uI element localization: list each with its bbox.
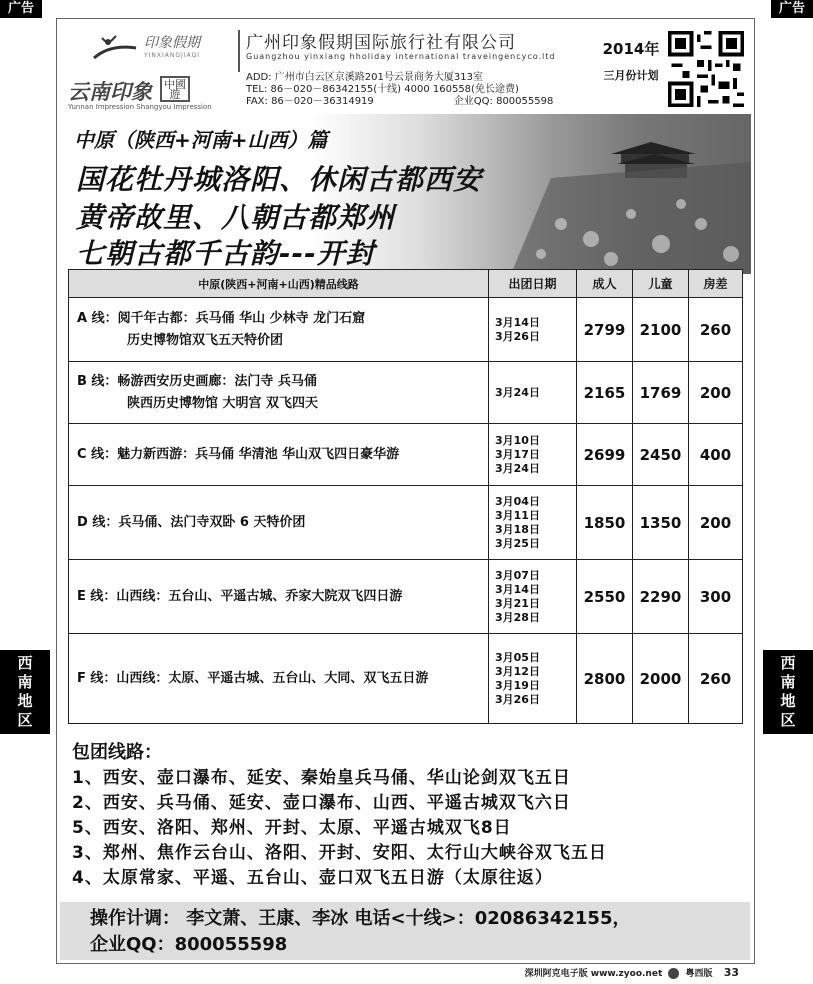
room-diff: 400 bbox=[689, 424, 743, 486]
fax: FAX: 86－020－36314919 bbox=[246, 96, 374, 107]
promo-banner bbox=[66, 114, 751, 274]
banner-subtitle: 中原（陕西+河南+山西）篇 bbox=[74, 128, 328, 152]
region-tab-left: 西 南 地 区 bbox=[0, 650, 50, 734]
yunnan-logo-en: Yunnan Impression Shangyou Impression bbox=[68, 103, 212, 111]
adult-price: 2799 bbox=[577, 298, 633, 362]
list-item: 4、太原常家、平遥、五台山、壶口双飞五日游（太原往返） bbox=[72, 868, 553, 888]
charter-routes bbox=[72, 738, 742, 891]
footer-region: 粤西版 bbox=[685, 969, 713, 979]
departure-dates: 3月04日 3月11日 3月18日 3月25日 bbox=[489, 486, 577, 560]
table-row bbox=[69, 486, 743, 560]
table-row bbox=[69, 362, 743, 424]
room-diff: 300 bbox=[689, 560, 743, 634]
route-name: E 线：山西线：五台山、平遥古城、乔家大院双飞四日游 bbox=[69, 560, 489, 634]
departure-dates: 3月07日 3月14日 3月21日 3月28日 bbox=[489, 560, 577, 634]
child-price: 1769 bbox=[633, 362, 689, 424]
route-name: D 线：兵马俑、法门寺双卧 6 天特价团 bbox=[69, 486, 489, 560]
table-row bbox=[69, 424, 743, 486]
adult-price: 2550 bbox=[577, 560, 633, 634]
operator-line: 操作计调： 李文萧、王康、李冰 电话<十线>：02086342155， bbox=[90, 908, 631, 929]
route-name: C 线：魅力新西游：兵马俑 华清池 华山双飞四日豪华游 bbox=[69, 424, 489, 486]
departure-dates: 3月24日 bbox=[489, 362, 577, 424]
banner-title-3: 七朝古都千古韵---开封 bbox=[76, 237, 375, 270]
col-header-adult: 成人 bbox=[577, 270, 633, 298]
region-tab-right: 西 南 地 区 bbox=[763, 650, 813, 734]
table-row bbox=[69, 298, 743, 362]
room-diff: 200 bbox=[689, 486, 743, 560]
route-name: A 线：阅千年古都：兵马俑 华山 少林寺 龙门石窟 历史博物馆双飞五天特价团 bbox=[69, 298, 489, 362]
banner-title-1: 国花牡丹城洛阳、休闲古都西安 bbox=[76, 163, 483, 196]
list-item: 3、郑州、焦作云台山、洛阳、开封、安阳、太行山大峡谷双飞五日 bbox=[72, 843, 607, 863]
child-price: 2000 bbox=[633, 634, 689, 724]
company-name-cn: 广州印象假期国际旅行社有限公司 bbox=[246, 33, 516, 53]
table-row bbox=[69, 560, 743, 634]
route-name: B 线：畅游西安历史画廊：法门寺 兵马俑 陕西历史博物馆 大明宫 双飞四天 bbox=[69, 362, 489, 424]
company-qq: 企业QQ: 800055598 bbox=[453, 96, 554, 107]
logo-figure-icon bbox=[90, 34, 140, 64]
ad-label-left: 广告 bbox=[0, 0, 42, 18]
header-divider bbox=[238, 30, 240, 72]
room-diff: 260 bbox=[689, 634, 743, 724]
adult-price: 2800 bbox=[577, 634, 633, 724]
list-item: 1、西安、壶口瀑布、延安、秦始皇兵马俑、华山论剑双飞五日 bbox=[72, 768, 571, 788]
page-number: 33 bbox=[723, 966, 739, 979]
col-header-route: 中原(陕西+河南+山西)精品线路 bbox=[69, 270, 489, 298]
qr-code-icon bbox=[668, 30, 744, 108]
yunnan-logo-text: 云南印象 bbox=[68, 79, 152, 104]
child-price: 2450 bbox=[633, 424, 689, 486]
address: ADD: 广州市白云区京溪路201号云景商务大厦313室 bbox=[246, 72, 483, 83]
telephone: TEL: 86－020－86342155(十线) 4000 160558(免长途费) bbox=[246, 84, 519, 95]
child-price: 2100 bbox=[633, 298, 689, 362]
year: 2014年 bbox=[602, 40, 660, 58]
logo-brand-en: YINXIANGJIAQI bbox=[144, 52, 201, 59]
list-item: 2、西安、兵马俑、延安、壶口瀑布、山西、平遥古城双飞六日 bbox=[72, 793, 571, 813]
charter-title: 包团线路： bbox=[72, 742, 162, 763]
room-diff: 200 bbox=[689, 362, 743, 424]
departure-dates: 3月10日 3月17日 3月24日 bbox=[489, 424, 577, 486]
route-name: F 线：山西线：太原、平遥古城、五台山、大同、双飞五日游 bbox=[69, 634, 489, 724]
ad-label-right: 广告 bbox=[771, 0, 813, 18]
departure-dates: 3月05日 3月12日 3月19日 3月26日 bbox=[489, 634, 577, 724]
child-price: 1350 bbox=[633, 486, 689, 560]
adult-price: 2165 bbox=[577, 362, 633, 424]
plan-month: 三月份计划 bbox=[603, 69, 659, 82]
departure-dates: 3月14日 3月26日 bbox=[489, 298, 577, 362]
operator-contact bbox=[60, 902, 750, 960]
banner-title-2: 黄帝故里、八朝古都郑州 bbox=[76, 201, 396, 234]
route-price-table bbox=[68, 269, 743, 724]
company-name-en: Guangzhou yinxiang hholiday international traveingencyco.ltd bbox=[246, 52, 556, 61]
contact-info bbox=[246, 72, 553, 108]
table-header-row bbox=[69, 270, 743, 298]
year-plan bbox=[596, 38, 666, 83]
footer-logo-icon bbox=[668, 968, 679, 979]
logo-brand-cn: 印象假期 bbox=[144, 35, 200, 51]
room-diff: 260 bbox=[689, 298, 743, 362]
yinxiang-logo bbox=[90, 28, 260, 74]
col-header-child: 儿童 bbox=[633, 270, 689, 298]
child-price: 2290 bbox=[633, 560, 689, 634]
company-header bbox=[60, 22, 750, 112]
table-row bbox=[69, 634, 743, 724]
list-item: 5、西安、洛阳、郑州、开封、太原、平遥古城双飞8日 bbox=[72, 818, 512, 838]
yunnan-logo bbox=[68, 76, 268, 112]
adult-price: 1850 bbox=[577, 486, 633, 560]
adult-price: 2699 bbox=[577, 424, 633, 486]
col-header-room: 房差 bbox=[689, 270, 743, 298]
col-header-date: 出团日期 bbox=[489, 270, 577, 298]
yunnan-seal: 中國遊 bbox=[160, 76, 190, 102]
operator-qq: 企业QQ：800055598 bbox=[90, 934, 288, 955]
page-footer bbox=[525, 966, 739, 979]
footer-source: 深圳阿克电子版 www.zyoo.net bbox=[524, 969, 663, 979]
